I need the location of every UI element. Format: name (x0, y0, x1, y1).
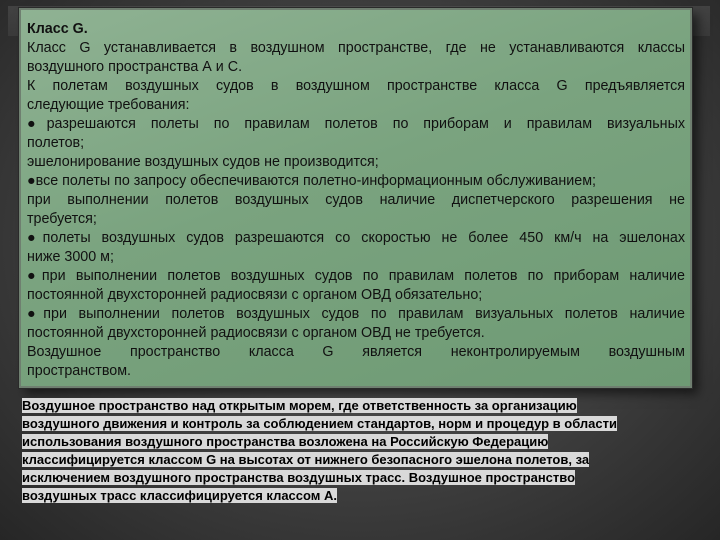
panel-line: Класс G устанавливается в воздушном пространстве, где не устанавливаются классы (27, 40, 685, 56)
bottom-line (22, 487, 702, 505)
panel-line: пространством. (27, 363, 132, 379)
panel-line: постоянной двухсторонней радиосвязи с органом ОВД обязательно; (27, 287, 483, 303)
content-panel (19, 8, 692, 388)
bottom-line-text: воздушных трасс классифицируется классом А. (22, 488, 338, 503)
panel-line: Класс G. (27, 21, 88, 37)
panel-line: ●при выполнении полетов воздушных судов по правилам визуальных полетов наличие (27, 306, 685, 322)
panel-line: ●все полеты по запросу обеспечиваются полетно-информационным обслуживанием; (27, 173, 597, 189)
bottom-line-text: воздушного движения и контроль за соблюдением стандартов, норм и процедур в области (22, 416, 617, 431)
panel-line: требуется; (27, 211, 97, 227)
panel-line: ●разрешаются полеты по правилам полетов по приборам и правилам визуальных (27, 116, 685, 132)
bottom-line (22, 397, 702, 415)
bottom-line (22, 469, 702, 487)
bottom-line-text: классифицируется классом G на высотах от нижнего безопасного эшелона полетов, за (22, 452, 590, 467)
panel-line: эшелонирование воздушных судов не производится; (27, 154, 379, 170)
panel-line: при выполнении полетов воздушных судов наличие диспетчерского разрешения не (27, 192, 685, 208)
panel-line: ●полеты воздушных судов разрешаются со скоростью не более 450 км/ч на эшелонах (27, 230, 685, 246)
panel-text (27, 20, 685, 381)
bottom-line-text: Воздушное пространство над открытым морем, где ответственность за организацию (22, 398, 577, 413)
bottom-line (22, 433, 702, 451)
panel-line: Воздушное пространство класса G является неконтролируемым воздушным (27, 344, 685, 360)
bottom-line (22, 415, 702, 433)
panel-line: следующие требования: (27, 97, 190, 113)
panel-line: ниже 3000 м; (27, 249, 114, 265)
bottom-paragraph (22, 397, 702, 505)
panel-line: воздушного пространства А и С. (27, 59, 243, 75)
panel-line: ●при выполнении полетов воздушных судов по правилам полетов по приборам наличие (27, 268, 685, 284)
bottom-line-text: использования воздушного пространства возложена на Российскую Федерацию (22, 434, 549, 449)
bottom-line (22, 451, 702, 469)
panel-line: К полетам воздушных судов в воздушном пространстве класса G предъявляется (27, 78, 685, 94)
bottom-line-text: исключением воздушного пространства воздушных трасс. Воздушное пространство (22, 470, 576, 485)
panel-line: полетов; (27, 135, 85, 151)
panel-line: постоянной двухсторонней радиосвязи с органом ОВД не требуется. (27, 325, 485, 341)
